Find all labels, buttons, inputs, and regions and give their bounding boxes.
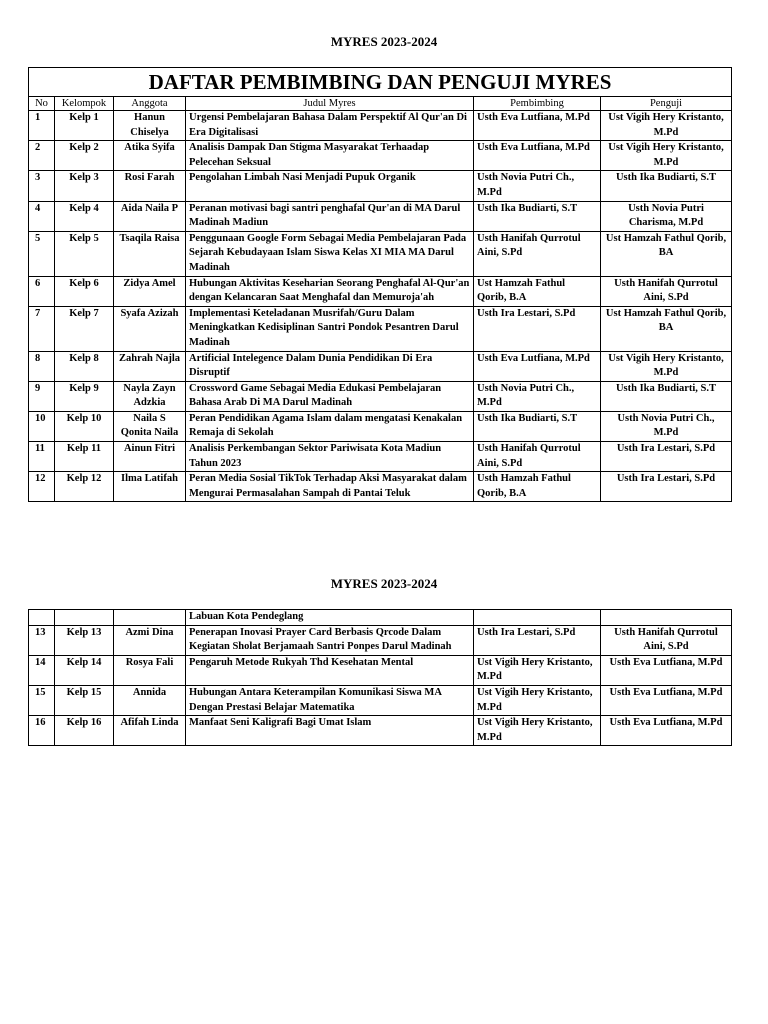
- row-anggota: Zahrah Najla: [114, 351, 186, 381]
- row-pembimbing: Usth Hamzah Fathul Qorib, B.A: [474, 472, 601, 502]
- row-kelompok: Kelp 16: [55, 716, 114, 746]
- row-kelompok: Kelp 9: [55, 381, 114, 411]
- row-anggota: Syafa Azizah: [114, 306, 186, 351]
- row-no: 8: [29, 351, 55, 381]
- row-penguji: Ust Vigih Hery Kristanto, M.Pd: [601, 111, 732, 141]
- row-anggota: Aida Naila P: [114, 201, 186, 231]
- table-row: [29, 171, 732, 201]
- row-pembimbing: Usth Ika Budiarti, S.T: [474, 201, 601, 231]
- row-kelompok: Kelp 12: [55, 472, 114, 502]
- row-judul: Analisis Perkembangan Sektor Pariwisata Kota Madiun Tahun 2023: [186, 442, 474, 472]
- row-anggota: Hanun Chiselya: [114, 111, 186, 141]
- table-row: [29, 716, 732, 746]
- row-judul: Implementasi Keteladanan Musrifah/Guru Dalam Meningkatkan Kedisiplinan Santri Pondok Pesantren Darul Madinah: [186, 306, 474, 351]
- table-row: [29, 655, 732, 685]
- row-judul: Crossword Game Sebagai Media Edukasi Pembelajaran Bahasa Arab Di MA Darul Madinah: [186, 381, 474, 411]
- row-judul: Pengaruh Metode Rukyah Thd Kesehatan Mental: [186, 655, 474, 685]
- page-heading: MYRES 2023-2024: [330, 34, 438, 49]
- table-row: [29, 351, 732, 381]
- row-penguji: Usth Novia Putri Ch., M.Pd: [601, 411, 732, 441]
- table-row: [29, 472, 732, 502]
- row-kelompok: Kelp 7: [55, 306, 114, 351]
- row-judul: Pengolahan Limbah Nasi Menjadi Pupuk Organik: [186, 171, 474, 201]
- row-kelompok: Kelp 8: [55, 351, 114, 381]
- column-header-row: [29, 97, 732, 111]
- row-pembimbing: Usth Eva Lutfiana, M.Pd: [474, 141, 601, 171]
- supervisor-table-continued: [28, 609, 732, 746]
- row-anggota: Zidya Amel: [114, 276, 186, 306]
- row-no: 15: [29, 685, 55, 715]
- page-heading: MYRES 2023-2024: [330, 576, 438, 591]
- row-no: 6: [29, 276, 55, 306]
- row-kelompok: Kelp 1: [55, 111, 114, 141]
- header-kelompok: Kelompok: [55, 97, 114, 111]
- table-row: [29, 201, 732, 231]
- row-penguji: Usth Ira Lestari, S.Pd: [601, 472, 732, 502]
- row-kelompok: Kelp 10: [55, 411, 114, 441]
- supervisor-table: [28, 67, 732, 502]
- row-anggota: Atika Syifa: [114, 141, 186, 171]
- row-anggota: Azmi Dina: [114, 625, 186, 655]
- row-anggota: Tsaqila Raisa: [114, 231, 186, 276]
- row-no: 7: [29, 306, 55, 351]
- row-penguji: Usth Hanifah Qurrotul Aini, S.Pd: [601, 625, 732, 655]
- table-row: [29, 411, 732, 441]
- row-judul: Manfaat Seni Kaligrafi Bagi Umat Islam: [186, 716, 474, 746]
- row-pembimbing: Ust Vigih Hery Kristanto, M.Pd: [474, 716, 601, 746]
- table-row: [29, 442, 732, 472]
- row-judul: Peran Pendidikan Agama Islam dalam mengatasi Kenakalan Remaja di Sekolah: [186, 411, 474, 441]
- row-judul: Penggunaan Google Form Sebagai Media Pembelajaran Pada Sejarah Kebudayaan Islam Siswa Kelas XI MIA MA Darul Madinah: [186, 231, 474, 276]
- row-pembimbing: Ust Vigih Hery Kristanto, M.Pd: [474, 655, 601, 685]
- row-penguji: Ust Vigih Hery Kristanto, M.Pd: [601, 351, 732, 381]
- header-penguji: Penguji: [601, 97, 732, 111]
- row-kelompok: Kelp 4: [55, 201, 114, 231]
- row-pembimbing: Ust Vigih Hery Kristanto, M.Pd: [474, 685, 601, 715]
- row-pembimbing: Usth Novia Putri Ch., M.Pd: [474, 381, 601, 411]
- row-anggota: Rosi Farah: [114, 171, 186, 201]
- row-no: 9: [29, 381, 55, 411]
- row-pembimbing: Usth Novia Putri Ch., M.Pd: [474, 171, 601, 201]
- row-penguji: Ust Hamzah Fathul Qorib, BA: [601, 231, 732, 276]
- row-penguji: Ust Hamzah Fathul Qorib, BA: [601, 306, 732, 351]
- row-no: 1: [29, 111, 55, 141]
- row-no: 5: [29, 231, 55, 276]
- row-judul: Peranan motivasi bagi santri penghafal Qur'an di MA Darul Madinah Madiun: [186, 201, 474, 231]
- row-kelompok: Kelp 13: [55, 625, 114, 655]
- header-judul: Judul Myres: [186, 97, 474, 111]
- row-pembimbing: Usth Eva Lutfiana, M.Pd: [474, 111, 601, 141]
- table-row: [29, 625, 732, 655]
- row-penguji: Usth Ika Budiarti, S.T: [601, 381, 732, 411]
- header-pembimbing: Pembimbing: [474, 97, 601, 111]
- row-kelompok: Kelp 11: [55, 442, 114, 472]
- row-no: 16: [29, 716, 55, 746]
- continuation-row: [29, 610, 732, 626]
- row-no: 10: [29, 411, 55, 441]
- row-penguji: Usth Eva Lutfiana, M.Pd: [601, 685, 732, 715]
- row-pembimbing: Usth Ira Lestari, S.Pd: [474, 306, 601, 351]
- row-penguji: Usth Ika Budiarti, S.T: [601, 171, 732, 201]
- row-penguji: Usth Eva Lutfiana, M.Pd: [601, 655, 732, 685]
- row-judul: Penerapan Inovasi Prayer Card Berbasis Qrcode Dalam Kegiatan Sholat Berjamaah Santri Ponpes Darul Madinah: [186, 625, 474, 655]
- table-row: [29, 685, 732, 715]
- row-anggota: Annida: [114, 685, 186, 715]
- row-kelompok: Kelp 14: [55, 655, 114, 685]
- table-row: [29, 276, 732, 306]
- table-row: [29, 141, 732, 171]
- row-penguji: Usth Novia Putri Charisma, M.Pd: [601, 201, 732, 231]
- row-anggota: Ainun Fitri: [114, 442, 186, 472]
- row-kelompok: Kelp 5: [55, 231, 114, 276]
- row-kelompok: Kelp 3: [55, 171, 114, 201]
- row-kelompok: Kelp 15: [55, 685, 114, 715]
- row-pembimbing: Usth Hanifah Qurrotul Aini, S.Pd: [474, 442, 601, 472]
- row-anggota: Afifah Linda: [114, 716, 186, 746]
- row-penguji: Usth Eva Lutfiana, M.Pd: [601, 716, 732, 746]
- row-anggota: Rosya Fali: [114, 655, 186, 685]
- row-no: 3: [29, 171, 55, 201]
- continuation-title: Labuan Kota Pendeglang: [186, 610, 474, 626]
- row-kelompok: Kelp 2: [55, 141, 114, 171]
- row-no: 4: [29, 201, 55, 231]
- header-no: No: [29, 97, 55, 111]
- row-pembimbing: Ust Hamzah Fathul Qorib, B.A: [474, 276, 601, 306]
- row-anggota: Nayla Zayn Adzkia: [114, 381, 186, 411]
- table-row: [29, 381, 732, 411]
- row-penguji: Ust Vigih Hery Kristanto, M.Pd: [601, 141, 732, 171]
- row-pembimbing: Usth Hanifah Qurrotul Aini, S.Pd: [474, 231, 601, 276]
- row-penguji: Usth Ira Lestari, S.Pd: [601, 442, 732, 472]
- row-judul: Peran Media Sosial TikTok Terhadap Aksi Masyarakat dalam Mengurai Permasalahan Sampah di Pantai Teluk: [186, 472, 474, 502]
- table-row: [29, 231, 732, 276]
- row-pembimbing: Usth Ika Budiarti, S.T: [474, 411, 601, 441]
- header-anggota: Anggota: [114, 97, 186, 111]
- row-anggota: Naila S Qonita Naila: [114, 411, 186, 441]
- table-row: [29, 111, 732, 141]
- table-title: DAFTAR PEMBIMBING DAN PENGUJI MYRES: [29, 68, 732, 97]
- row-judul: Hubungan Antara Keterampilan Komunikasi Siswa MA Dengan Prestasi Belajar Matematika: [186, 685, 474, 715]
- row-no: 13: [29, 625, 55, 655]
- row-no: 14: [29, 655, 55, 685]
- row-judul: Analisis Dampak Dan Stigma Masyarakat Terhaadap Pelecehan Seksual: [186, 141, 474, 171]
- row-judul: Artificial Intelegence Dalam Dunia Pendidikan Di Era Disruptif: [186, 351, 474, 381]
- row-judul: Hubungan Aktivitas Keseharian Seorang Penghafal Al-Qur'an dengan Kelancaran Saat Menghafal dan Memuroja'ah: [186, 276, 474, 306]
- row-pembimbing: Usth Eva Lutfiana, M.Pd: [474, 351, 601, 381]
- row-no: 12: [29, 472, 55, 502]
- row-no: 2: [29, 141, 55, 171]
- row-kelompok: Kelp 6: [55, 276, 114, 306]
- row-anggota: Ilma Latifah: [114, 472, 186, 502]
- table-row: [29, 306, 732, 351]
- row-pembimbing: Usth Ira Lestari, S.Pd: [474, 625, 601, 655]
- row-no: 11: [29, 442, 55, 472]
- row-judul: Urgensi Pembelajaran Bahasa Dalam Perspektif Al Qur'an Di Era Digitalisasi: [186, 111, 474, 141]
- row-penguji: Usth Hanifah Qurrotul Aini, S.Pd: [601, 276, 732, 306]
